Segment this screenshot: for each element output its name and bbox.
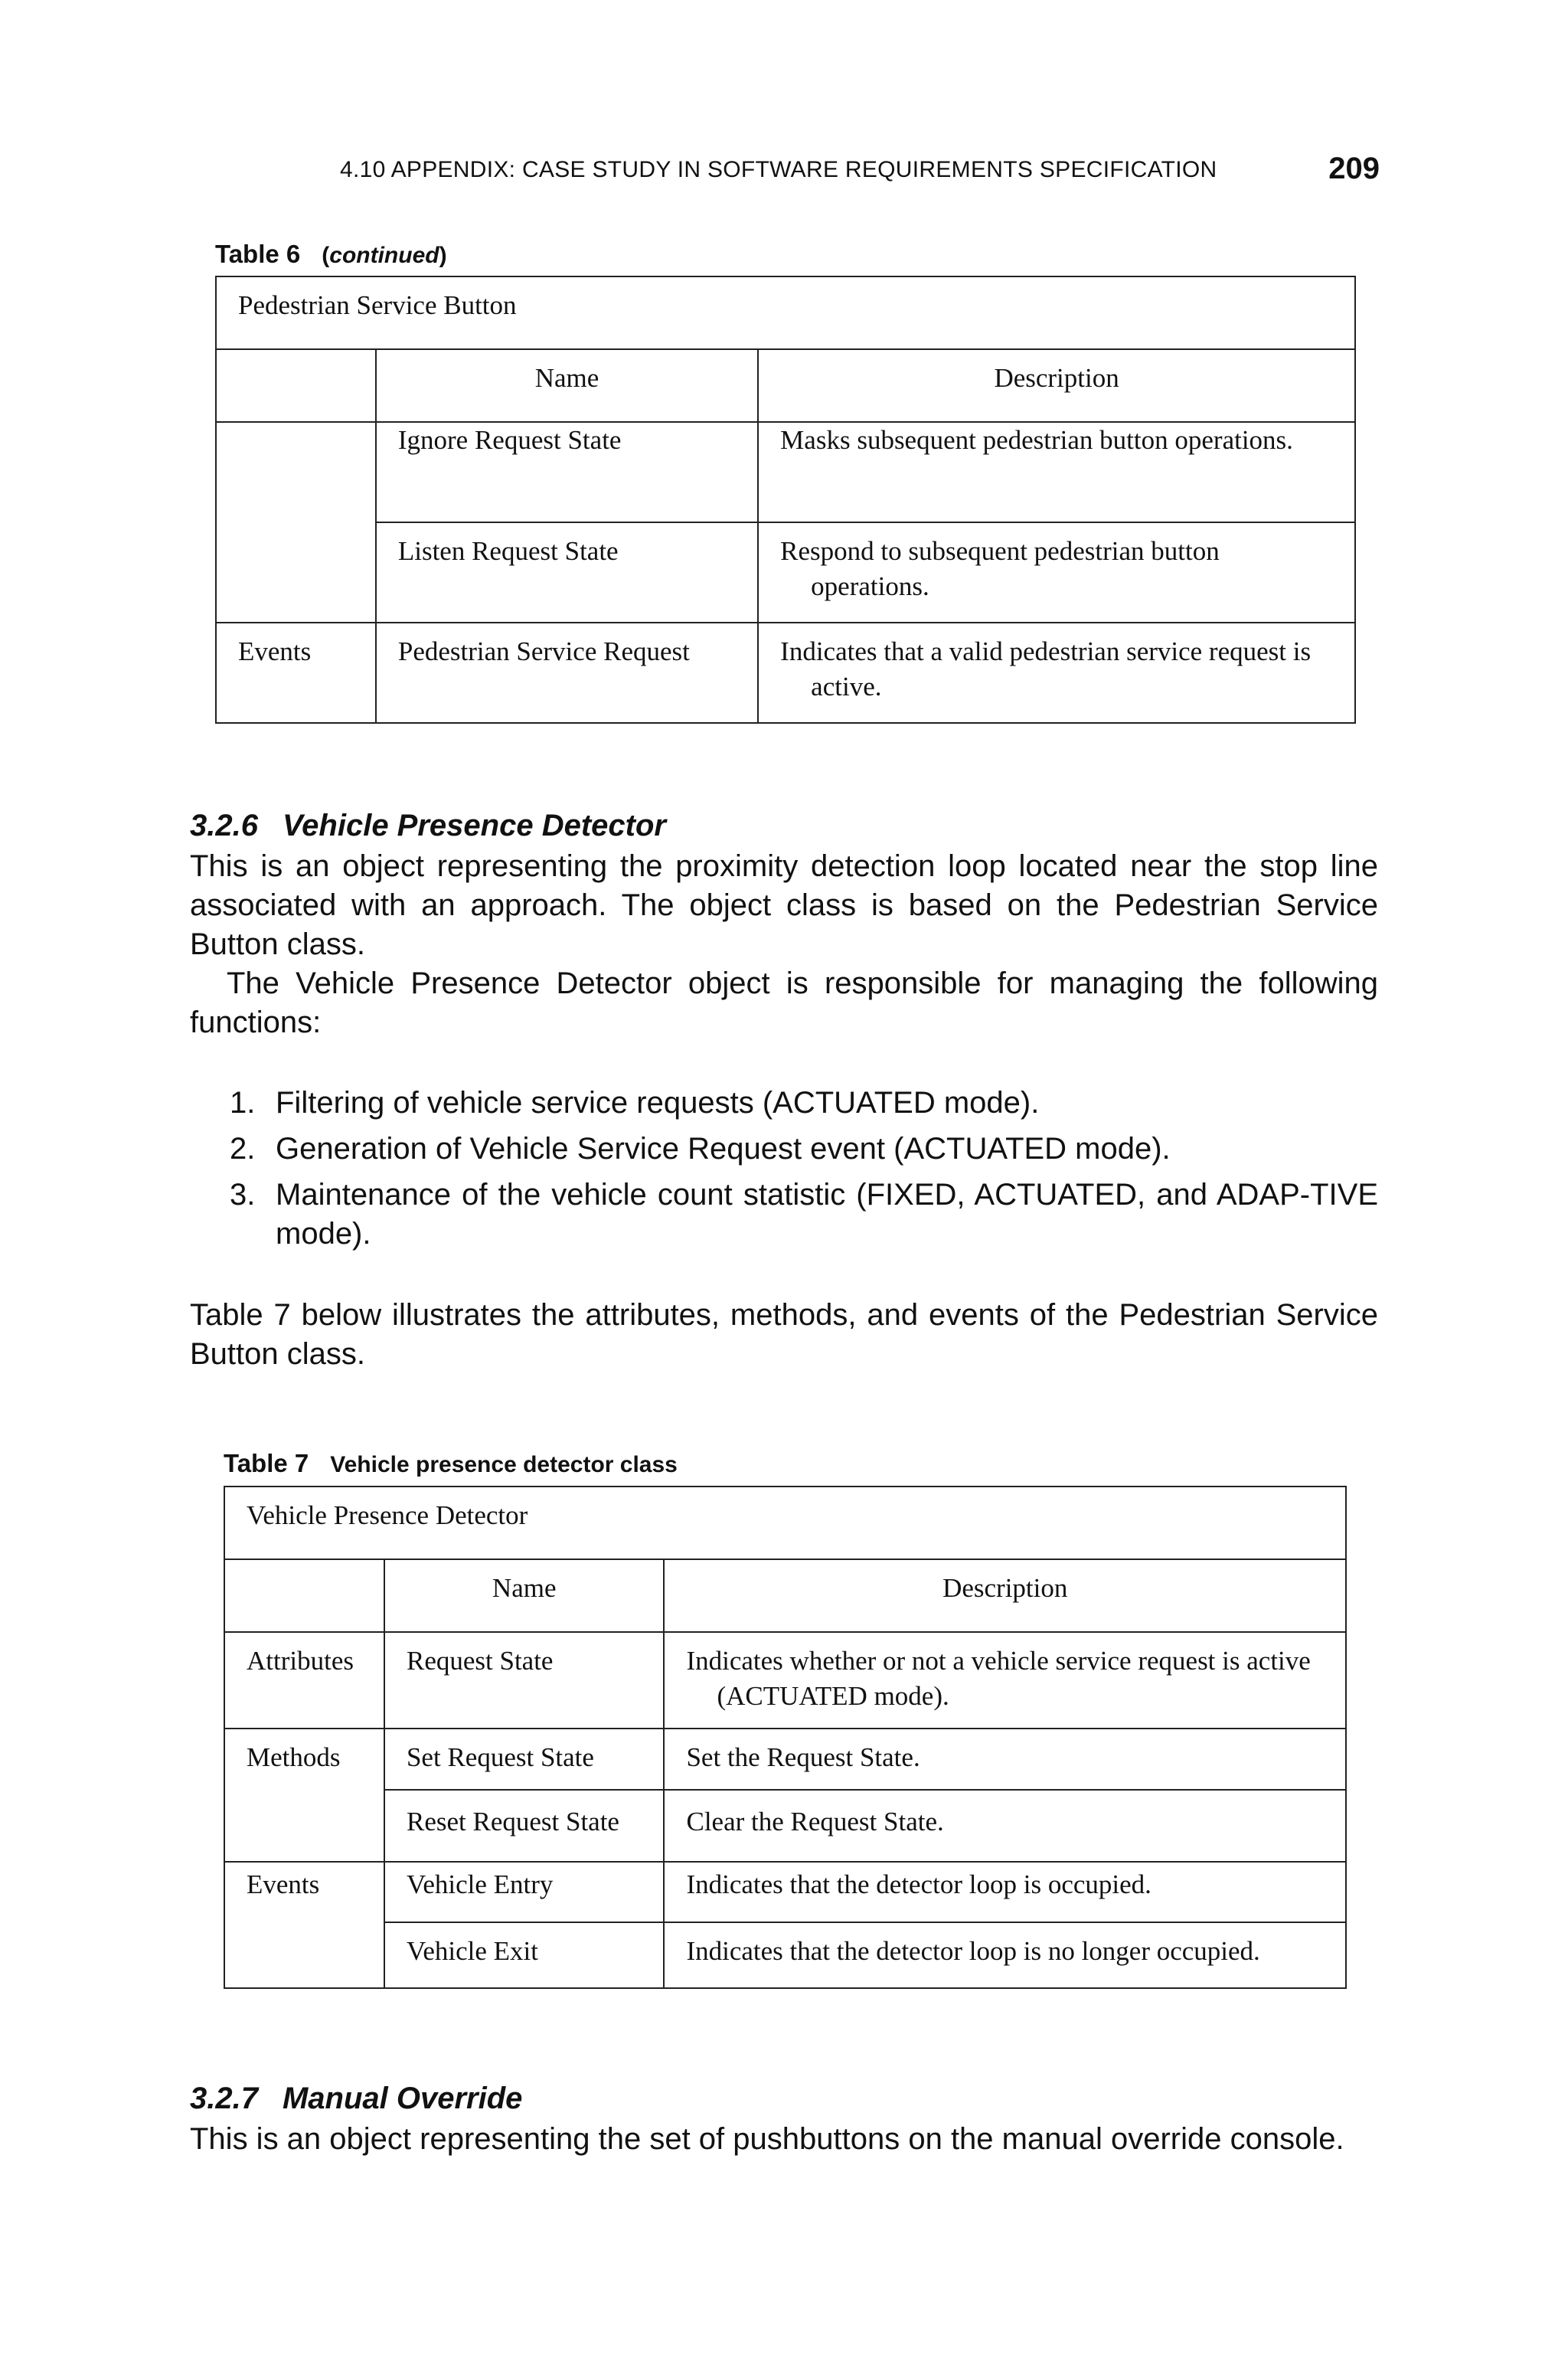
table-cell: [224, 1862, 384, 1988]
table6-row1-name: Ignore Request State: [397, 425, 622, 455]
table-cell: [384, 1790, 665, 1862]
table6-category-cell: [216, 422, 376, 623]
table-row: [224, 1632, 1346, 1729]
table6-caption-suffix: ): [439, 243, 447, 268]
table6-row2-description: Respond to subsequent pedestrian button operations.: [780, 536, 1220, 601]
table-row: [216, 422, 1355, 522]
table-cell: [216, 623, 376, 723]
table7-category-methods: Methods: [247, 1742, 341, 1772]
table7-header-name-cell: [384, 1559, 665, 1632]
list-item: [230, 1176, 1378, 1254]
table6-header-description-cell: [758, 349, 1355, 422]
table7-title: Vehicle Presence Detector: [247, 1500, 528, 1530]
paragraph: This is an object representing the proximity detection loop located near the stop line associated with an approach. The object class is based on the Pedestrian Service Button class.: [190, 849, 1378, 961]
table-row: [224, 1862, 1346, 1922]
table6-caption: [215, 240, 447, 269]
table-cell: [664, 1632, 1346, 1729]
table7-row-description: Indicates that the detector loop is occupied.: [686, 1869, 1152, 1899]
table7-row-name: Vehicle Entry: [406, 1869, 554, 1899]
table7-label: Table 7: [224, 1449, 309, 1477]
table7-row-description: Clear the Request State.: [686, 1807, 944, 1837]
table-cell: [664, 1922, 1346, 1988]
table-cell: [664, 1729, 1346, 1790]
table-row: [224, 1790, 1346, 1862]
table-cell: [376, 522, 758, 623]
paragraph: The Vehicle Presence Detector object is responsible for managing the following functions:: [190, 966, 1378, 1039]
table7-row-description: Indicates that the detector loop is no longer occupied.: [686, 1936, 1260, 1966]
list-number: 3.: [230, 1178, 256, 1212]
list-text: Maintenance of the vehicle count statistic (FIXED, ACTUATED, and ADAP-TIVE mode).: [276, 1178, 1378, 1251]
table-cell: [664, 1790, 1346, 1862]
list-item: [230, 1084, 1378, 1123]
section-heading-327: [190, 2082, 522, 2116]
table7-row-description: Set the Request State.: [686, 1742, 920, 1772]
table6-row3-category: Events: [238, 636, 312, 666]
table7-row-name: Request State: [406, 1646, 554, 1676]
table-cell: [758, 623, 1355, 723]
section-number: 3.2.6: [190, 809, 258, 842]
section-number: 3.2.7: [190, 2082, 258, 2115]
list-number: 2.: [230, 1132, 256, 1166]
table7-category-events: Events: [247, 1869, 320, 1899]
list-text: Generation of Vehicle Service Request event (ACTUATED mode).: [276, 1132, 1171, 1166]
table6-row3-description: Indicates that a valid pedestrian service request is active.: [780, 636, 1312, 702]
table6-label: Table 6: [215, 240, 301, 268]
table6-caption-prefix: (: [322, 243, 330, 268]
table7-row-name: Reset Request State: [406, 1807, 619, 1837]
list-item: [230, 1130, 1378, 1169]
table-cell: [224, 1729, 384, 1862]
table6-header-description: Description: [994, 363, 1119, 393]
table-cell: [376, 422, 758, 522]
table-cell: [384, 1729, 665, 1790]
table7: [224, 1486, 1347, 1989]
table6-title-cell: [216, 276, 1355, 349]
table6-title: Pedestrian Service Button: [238, 290, 517, 320]
list-text: Filtering of vehicle service requests (ACTUATED mode).: [276, 1086, 1040, 1120]
table6: [215, 276, 1356, 724]
table-cell: [384, 1632, 665, 1729]
table6-row1-description: Masks subsequent pedestrian button operations.: [780, 425, 1293, 455]
table6-header-name: Name: [534, 363, 599, 393]
paragraph: Table 7 below illustrates the attributes, methods, and events of the Pedestrian Service Button class.: [190, 1298, 1378, 1371]
table6-header-empty: [216, 349, 376, 422]
table7-header-empty: [224, 1559, 384, 1632]
table-row: [224, 1729, 1346, 1790]
section-title: Vehicle Presence Detector: [282, 809, 666, 842]
table7-caption: [224, 1449, 678, 1478]
table6-row3-name: Pedestrian Service Request: [397, 636, 690, 666]
table-cell: [384, 1922, 665, 1988]
table7-header-name: Name: [492, 1573, 557, 1603]
table-row: [216, 623, 1355, 723]
table-cell: [224, 1632, 384, 1729]
table7-row-description: Indicates whether or not a vehicle service request is active (ACTUATED mode).: [686, 1646, 1311, 1711]
table7-header-description-cell: [664, 1559, 1346, 1632]
page-number: 209: [1328, 152, 1380, 185]
table-cell: [758, 522, 1355, 623]
running-head: 4.10 APPENDIX: CASE STUDY IN SOFTWARE REQUIREMENTS SPECIFICATION: [340, 157, 1217, 182]
list-number: 1.: [230, 1086, 256, 1120]
section-title: Manual Override: [282, 2082, 523, 2115]
table7-caption-text: Vehicle presence detector class: [330, 1452, 678, 1477]
paragraph: This is an object representing the set of pushbuttons on the manual override console.: [190, 2122, 1344, 2156]
table6-header-name-cell: [376, 349, 758, 422]
table-row: [224, 1922, 1346, 1988]
table7-row-name: Set Request State: [406, 1742, 594, 1772]
table-cell: [664, 1862, 1346, 1922]
section-heading-326: [190, 809, 666, 843]
table7-category-attributes: Attributes: [247, 1646, 354, 1676]
numbered-list: [230, 1084, 1378, 1261]
table6-caption-continued: continued: [329, 243, 439, 268]
table-cell: [758, 422, 1355, 522]
table6-row2-name: Listen Request State: [397, 536, 619, 566]
table7-header-description: Description: [942, 1573, 1068, 1603]
table-row: [216, 522, 1355, 623]
table7-row-name: Vehicle Exit: [406, 1936, 538, 1966]
table-cell: [384, 1862, 665, 1922]
table-cell: [376, 623, 758, 723]
table7-title-cell: [224, 1487, 1346, 1559]
